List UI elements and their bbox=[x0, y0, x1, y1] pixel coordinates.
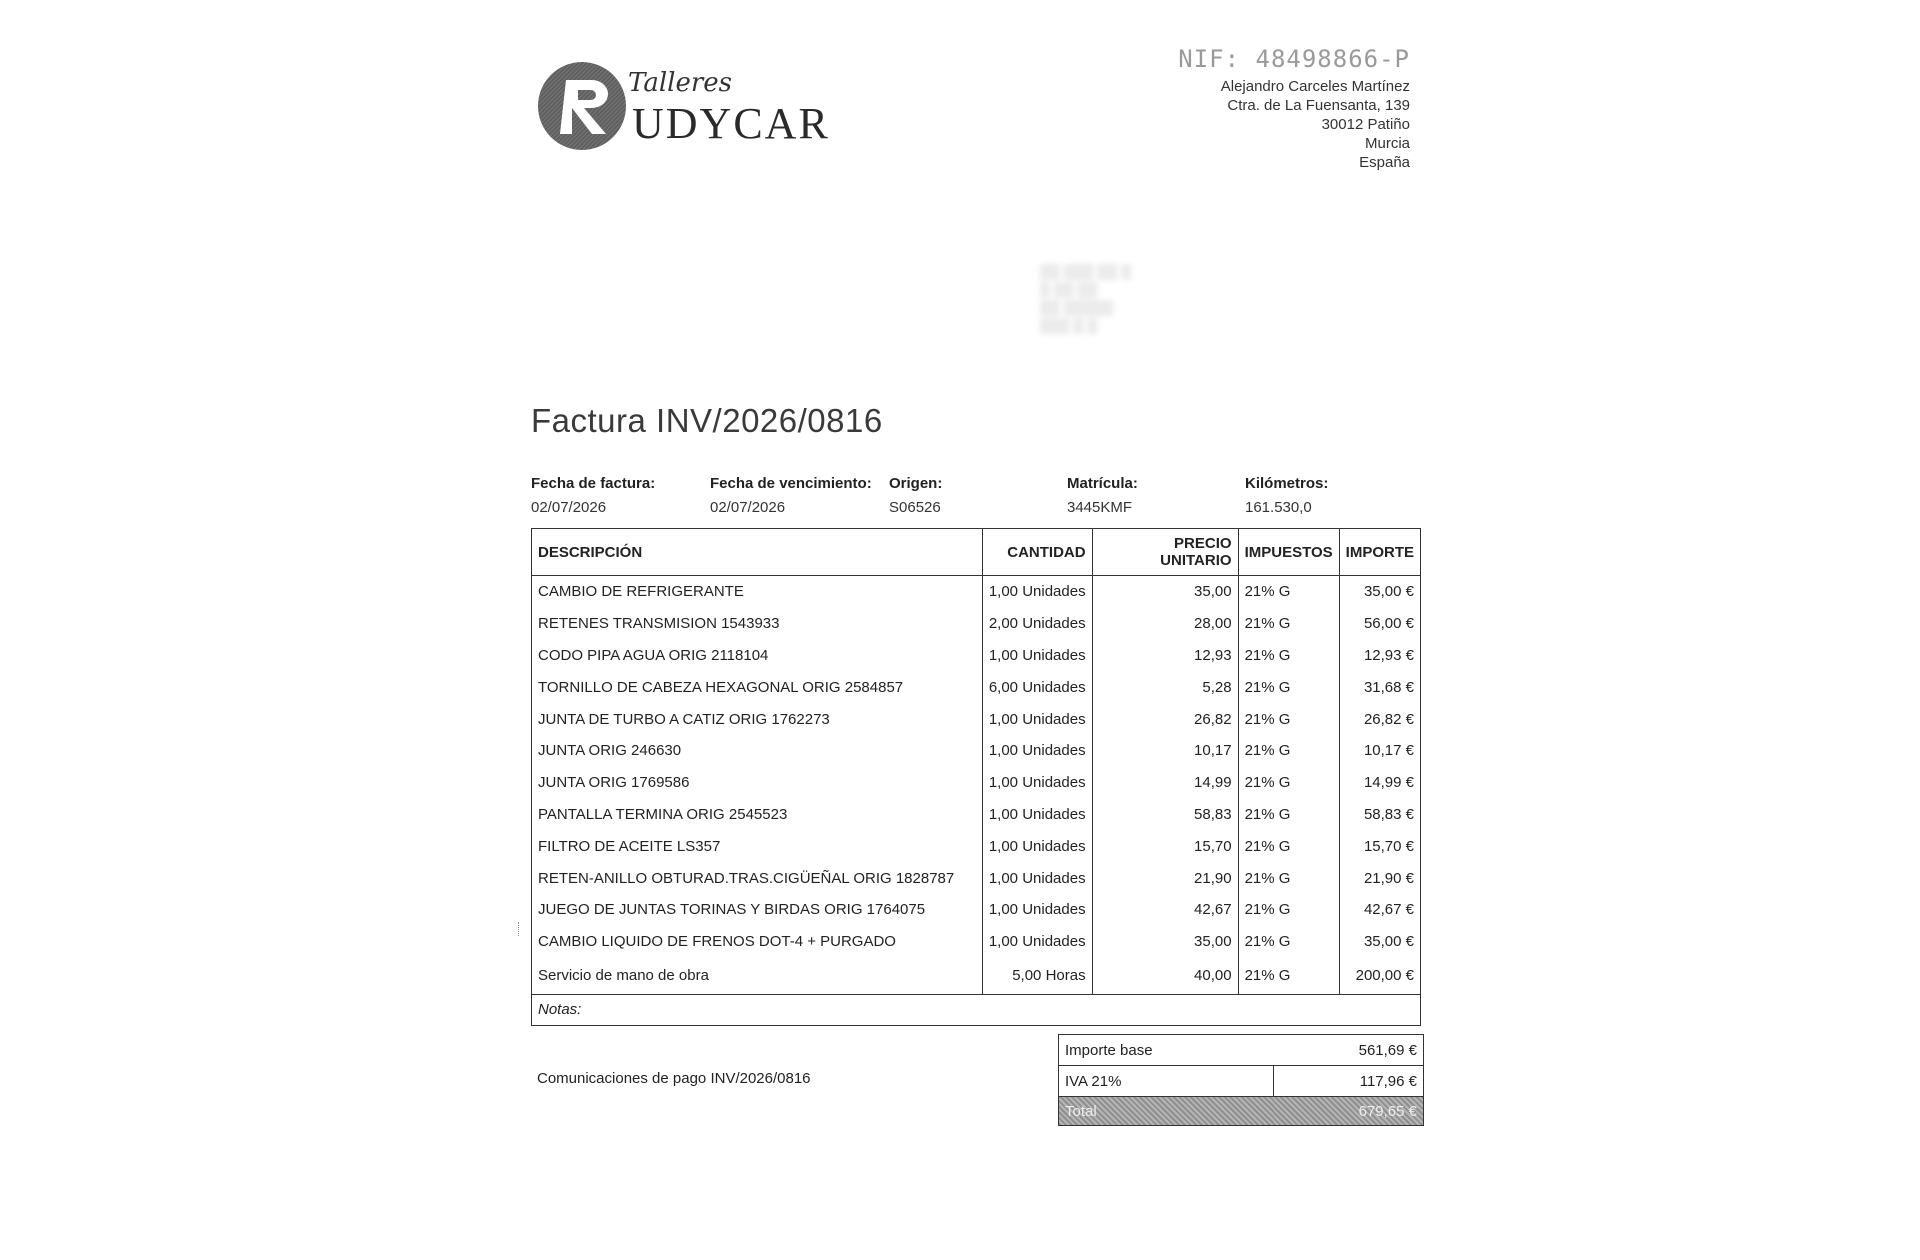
line-amount: 58,83 € bbox=[1339, 799, 1420, 831]
line-amount: 10,17 € bbox=[1339, 735, 1420, 767]
line-tax: 21% G bbox=[1238, 608, 1339, 640]
payment-reference: Comunicaciones de pago INV/2026/0816 bbox=[537, 1070, 811, 1087]
totals-row-vat bbox=[1059, 1066, 1424, 1097]
table-row bbox=[532, 735, 1421, 767]
line-unit-price: 42,67 bbox=[1092, 894, 1238, 926]
table-row bbox=[532, 640, 1421, 672]
meta-label: Origen: bbox=[889, 475, 943, 492]
col-header-description: DESCRIPCIÓN bbox=[532, 529, 983, 576]
line-description: FILTRO DE ACEITE LS357 bbox=[532, 830, 983, 862]
line-description: JUNTA ORIG 1769586 bbox=[532, 767, 983, 799]
line-unit-price: 26,82 bbox=[1092, 703, 1238, 735]
meta-value: 3445KMF bbox=[1067, 499, 1133, 516]
line-quantity: 1,00 Unidades bbox=[982, 703, 1092, 735]
issuer-postal-city: 30012 Patiño bbox=[1321, 116, 1410, 133]
totals-label: Total bbox=[1059, 1097, 1274, 1126]
line-amount: 35,00 € bbox=[1339, 576, 1420, 608]
line-tax: 21% G bbox=[1238, 830, 1339, 862]
line-description: CODO PIPA AGUA ORIG 2118104 bbox=[532, 640, 983, 672]
line-description: JUEGO DE JUNTAS TORINAS Y BIRDAS ORIG 1764075 bbox=[532, 894, 983, 926]
totals-row-total bbox=[1059, 1097, 1424, 1126]
line-unit-price: 35,00 bbox=[1092, 576, 1238, 608]
totals-value: 561,69 € bbox=[1274, 1035, 1424, 1066]
line-amount: 26,82 € bbox=[1339, 703, 1420, 735]
line-tax: 21% G bbox=[1238, 671, 1339, 703]
table-header-row bbox=[532, 529, 1421, 576]
line-unit-price: 10,17 bbox=[1092, 735, 1238, 767]
line-amount: 12,93 € bbox=[1339, 640, 1420, 672]
logo-r-emblem-icon bbox=[536, 58, 632, 154]
line-quantity: 1,00 Unidades bbox=[982, 576, 1092, 608]
line-amount: 35,00 € bbox=[1339, 926, 1420, 958]
line-quantity: 1,00 Unidades bbox=[982, 799, 1092, 831]
meta-due-date bbox=[710, 472, 872, 520]
line-tax: 21% G bbox=[1238, 958, 1339, 995]
line-amount: 56,00 € bbox=[1339, 608, 1420, 640]
line-quantity: 1,00 Unidades bbox=[982, 862, 1092, 894]
line-unit-price: 35,00 bbox=[1092, 926, 1238, 958]
totals-value: 117,96 € bbox=[1274, 1066, 1424, 1097]
totals-table bbox=[1058, 1034, 1424, 1126]
meta-label: Fecha de factura: bbox=[531, 475, 656, 492]
line-quantity: 1,00 Unidades bbox=[982, 894, 1092, 926]
totals-value: 679,65 € bbox=[1274, 1097, 1424, 1126]
invoice-title: Factura INV/2026/0816 bbox=[531, 402, 883, 439]
issuer-nif: NIF: 48498866-P bbox=[1178, 45, 1410, 73]
line-amount: 21,90 € bbox=[1339, 862, 1420, 894]
line-quantity: 2,00 Unidades bbox=[982, 608, 1092, 640]
table-row bbox=[532, 926, 1421, 958]
meta-origin bbox=[889, 472, 942, 520]
line-unit-price: 5,28 bbox=[1092, 671, 1238, 703]
col-header-quantity: CANTIDAD bbox=[982, 529, 1092, 576]
line-amount: 42,67 € bbox=[1339, 894, 1420, 926]
line-unit-price: 58,83 bbox=[1092, 799, 1238, 831]
table-row bbox=[532, 958, 1421, 995]
line-unit-price: 14,99 bbox=[1092, 767, 1238, 799]
col-header-amount: IMPORTE bbox=[1339, 529, 1420, 576]
line-amount: 14,99 € bbox=[1339, 767, 1420, 799]
meta-kilometers bbox=[1245, 472, 1328, 520]
line-quantity: 1,00 Unidades bbox=[982, 735, 1092, 767]
line-quantity: 1,00 Unidades bbox=[982, 830, 1092, 862]
table-row bbox=[532, 862, 1421, 894]
table-row bbox=[532, 608, 1421, 640]
table-row bbox=[532, 799, 1421, 831]
meta-plate bbox=[1067, 472, 1138, 520]
line-tax: 21% G bbox=[1238, 576, 1339, 608]
line-tax: 21% G bbox=[1238, 735, 1339, 767]
line-tax: 21% G bbox=[1238, 703, 1339, 735]
notes-label: Notas: bbox=[532, 994, 1421, 1025]
totals-label: Importe base bbox=[1059, 1035, 1274, 1066]
line-unit-price: 40,00 bbox=[1092, 958, 1238, 995]
line-amount: 15,70 € bbox=[1339, 830, 1420, 862]
logo-wordmark: UDYCAR bbox=[632, 99, 830, 148]
line-tax: 21% G bbox=[1238, 799, 1339, 831]
table-row bbox=[532, 703, 1421, 735]
line-description: Servicio de mano de obra bbox=[532, 958, 983, 995]
line-tax: 21% G bbox=[1238, 926, 1339, 958]
recipient-redacted-block: ▒▒ ▒▒▒ ▒▒ ▒ ▒ ▒▒ ▒▒ ▒▒ ▒▒▒▒▒ ▒▒▒ ▒ ▒ bbox=[1040, 263, 1132, 333]
line-unit-price: 12,93 bbox=[1092, 640, 1238, 672]
line-quantity: 5,00 Horas bbox=[982, 958, 1092, 995]
issuer-name: Alejandro Carceles Martínez bbox=[1220, 78, 1410, 95]
line-quantity: 6,00 Unidades bbox=[982, 671, 1092, 703]
table-row bbox=[532, 894, 1421, 926]
meta-value: S06526 bbox=[889, 499, 941, 516]
line-description: TORNILLO DE CABEZA HEXAGONAL ORIG 2584857 bbox=[532, 671, 983, 703]
line-tax: 21% G bbox=[1238, 894, 1339, 926]
notes-row bbox=[532, 994, 1421, 1025]
totals-label: IVA 21% bbox=[1059, 1066, 1274, 1097]
line-description: RETEN-ANILLO OBTURAD.TRAS.CIGÜEÑAL ORIG 1828787 bbox=[532, 862, 983, 894]
meta-label: Matrícula: bbox=[1067, 475, 1138, 492]
line-description: CAMBIO LIQUIDO DE FRENOS DOT-4 + PURGADO bbox=[532, 926, 983, 958]
line-description: JUNTA DE TURBO A CATIZ ORIG 1762273 bbox=[532, 703, 983, 735]
line-description: RETENES TRANSMISION 1543933 bbox=[532, 608, 983, 640]
line-description: PANTALLA TERMINA ORIG 2545523 bbox=[532, 799, 983, 831]
issuer-street: Ctra. de La Fuensanta, 139 bbox=[1227, 97, 1410, 114]
company-logo bbox=[536, 58, 836, 158]
line-quantity: 1,00 Unidades bbox=[982, 926, 1092, 958]
col-header-taxes: IMPUESTOS bbox=[1238, 529, 1339, 576]
col-header-unit-price: PRECIO UNITARIO bbox=[1092, 529, 1238, 576]
meta-label: Fecha de vencimiento: bbox=[710, 475, 872, 492]
line-tax: 21% G bbox=[1238, 640, 1339, 672]
meta-invoice-date bbox=[531, 472, 655, 520]
issuer-province: Murcia bbox=[1364, 135, 1410, 152]
line-amount: 200,00 € bbox=[1339, 958, 1420, 995]
invoice-lines-table bbox=[531, 528, 1421, 1026]
table-row bbox=[532, 576, 1421, 608]
line-tax: 21% G bbox=[1238, 862, 1339, 894]
line-unit-price: 15,70 bbox=[1092, 830, 1238, 862]
line-unit-price: 21,90 bbox=[1092, 862, 1238, 894]
logo-script-text: Talleres bbox=[628, 68, 732, 98]
totals-row-base bbox=[1059, 1035, 1424, 1066]
line-amount: 31,68 € bbox=[1339, 671, 1420, 703]
line-tax: 21% G bbox=[1238, 767, 1339, 799]
line-quantity: 1,00 Unidades bbox=[982, 640, 1092, 672]
line-description: JUNTA ORIG 246630 bbox=[532, 735, 983, 767]
scan-artifact bbox=[518, 922, 523, 936]
table-row bbox=[532, 767, 1421, 799]
meta-value: 161.530,0 bbox=[1245, 499, 1312, 516]
line-quantity: 1,00 Unidades bbox=[982, 767, 1092, 799]
line-description: CAMBIO DE REFRIGERANTE bbox=[532, 576, 983, 608]
table-row bbox=[532, 830, 1421, 862]
line-unit-price: 28,00 bbox=[1092, 608, 1238, 640]
meta-label: Kilómetros: bbox=[1245, 475, 1329, 492]
issuer-block bbox=[1178, 45, 1410, 172]
table-row bbox=[532, 671, 1421, 703]
issuer-country: España bbox=[1359, 154, 1410, 171]
meta-value: 02/07/2026 bbox=[531, 499, 607, 516]
meta-value: 02/07/2026 bbox=[710, 499, 786, 516]
